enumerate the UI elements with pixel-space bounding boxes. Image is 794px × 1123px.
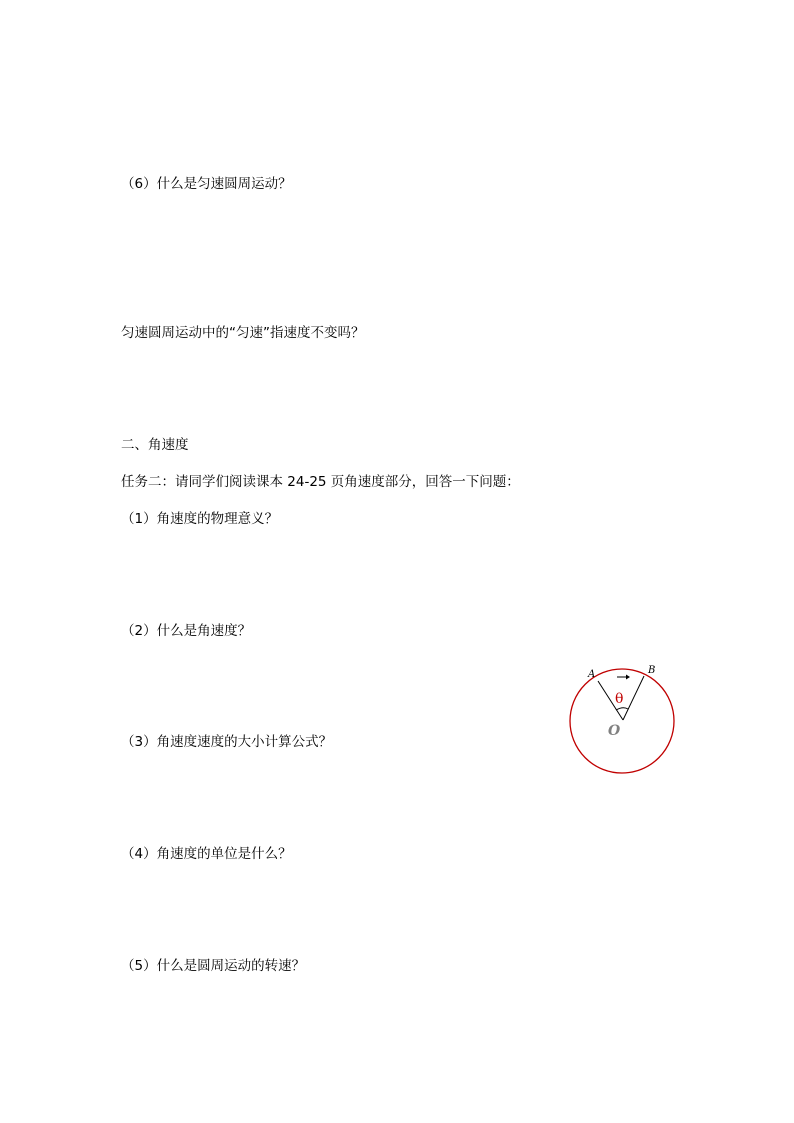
point-a-label: A [588,669,596,680]
circle-outline [570,669,674,773]
question-2: （2）什么是角速度？ [121,623,252,639]
uniform-speed-question: 匀速圆周运动中的“匀速”指速度不变吗？ [121,325,365,341]
question-6: （6）什么是匀速圆周运动？ [121,176,292,192]
question-1: （1）角速度的物理意义？ [121,511,279,527]
point-b-label: B [648,665,656,676]
angle-arc [616,708,628,710]
center-o-label: O [608,723,621,739]
direction-arrow-head [626,675,630,680]
task-two-instruction: 任务二：请同学们阅读课本 24-25 页角速度部分，回答一下问题： [121,474,520,490]
angular-velocity-diagram [560,656,684,780]
question-5: （5）什么是圆周运动的转速？ [121,958,306,974]
radius-ob [623,676,644,720]
section-two-heading: 二、角速度 [121,437,189,453]
question-3: （3）角速度速度的大小计算公式？ [121,734,333,750]
theta-label: θ [615,691,624,707]
question-4: （4）角速度的单位是什么？ [121,846,292,862]
